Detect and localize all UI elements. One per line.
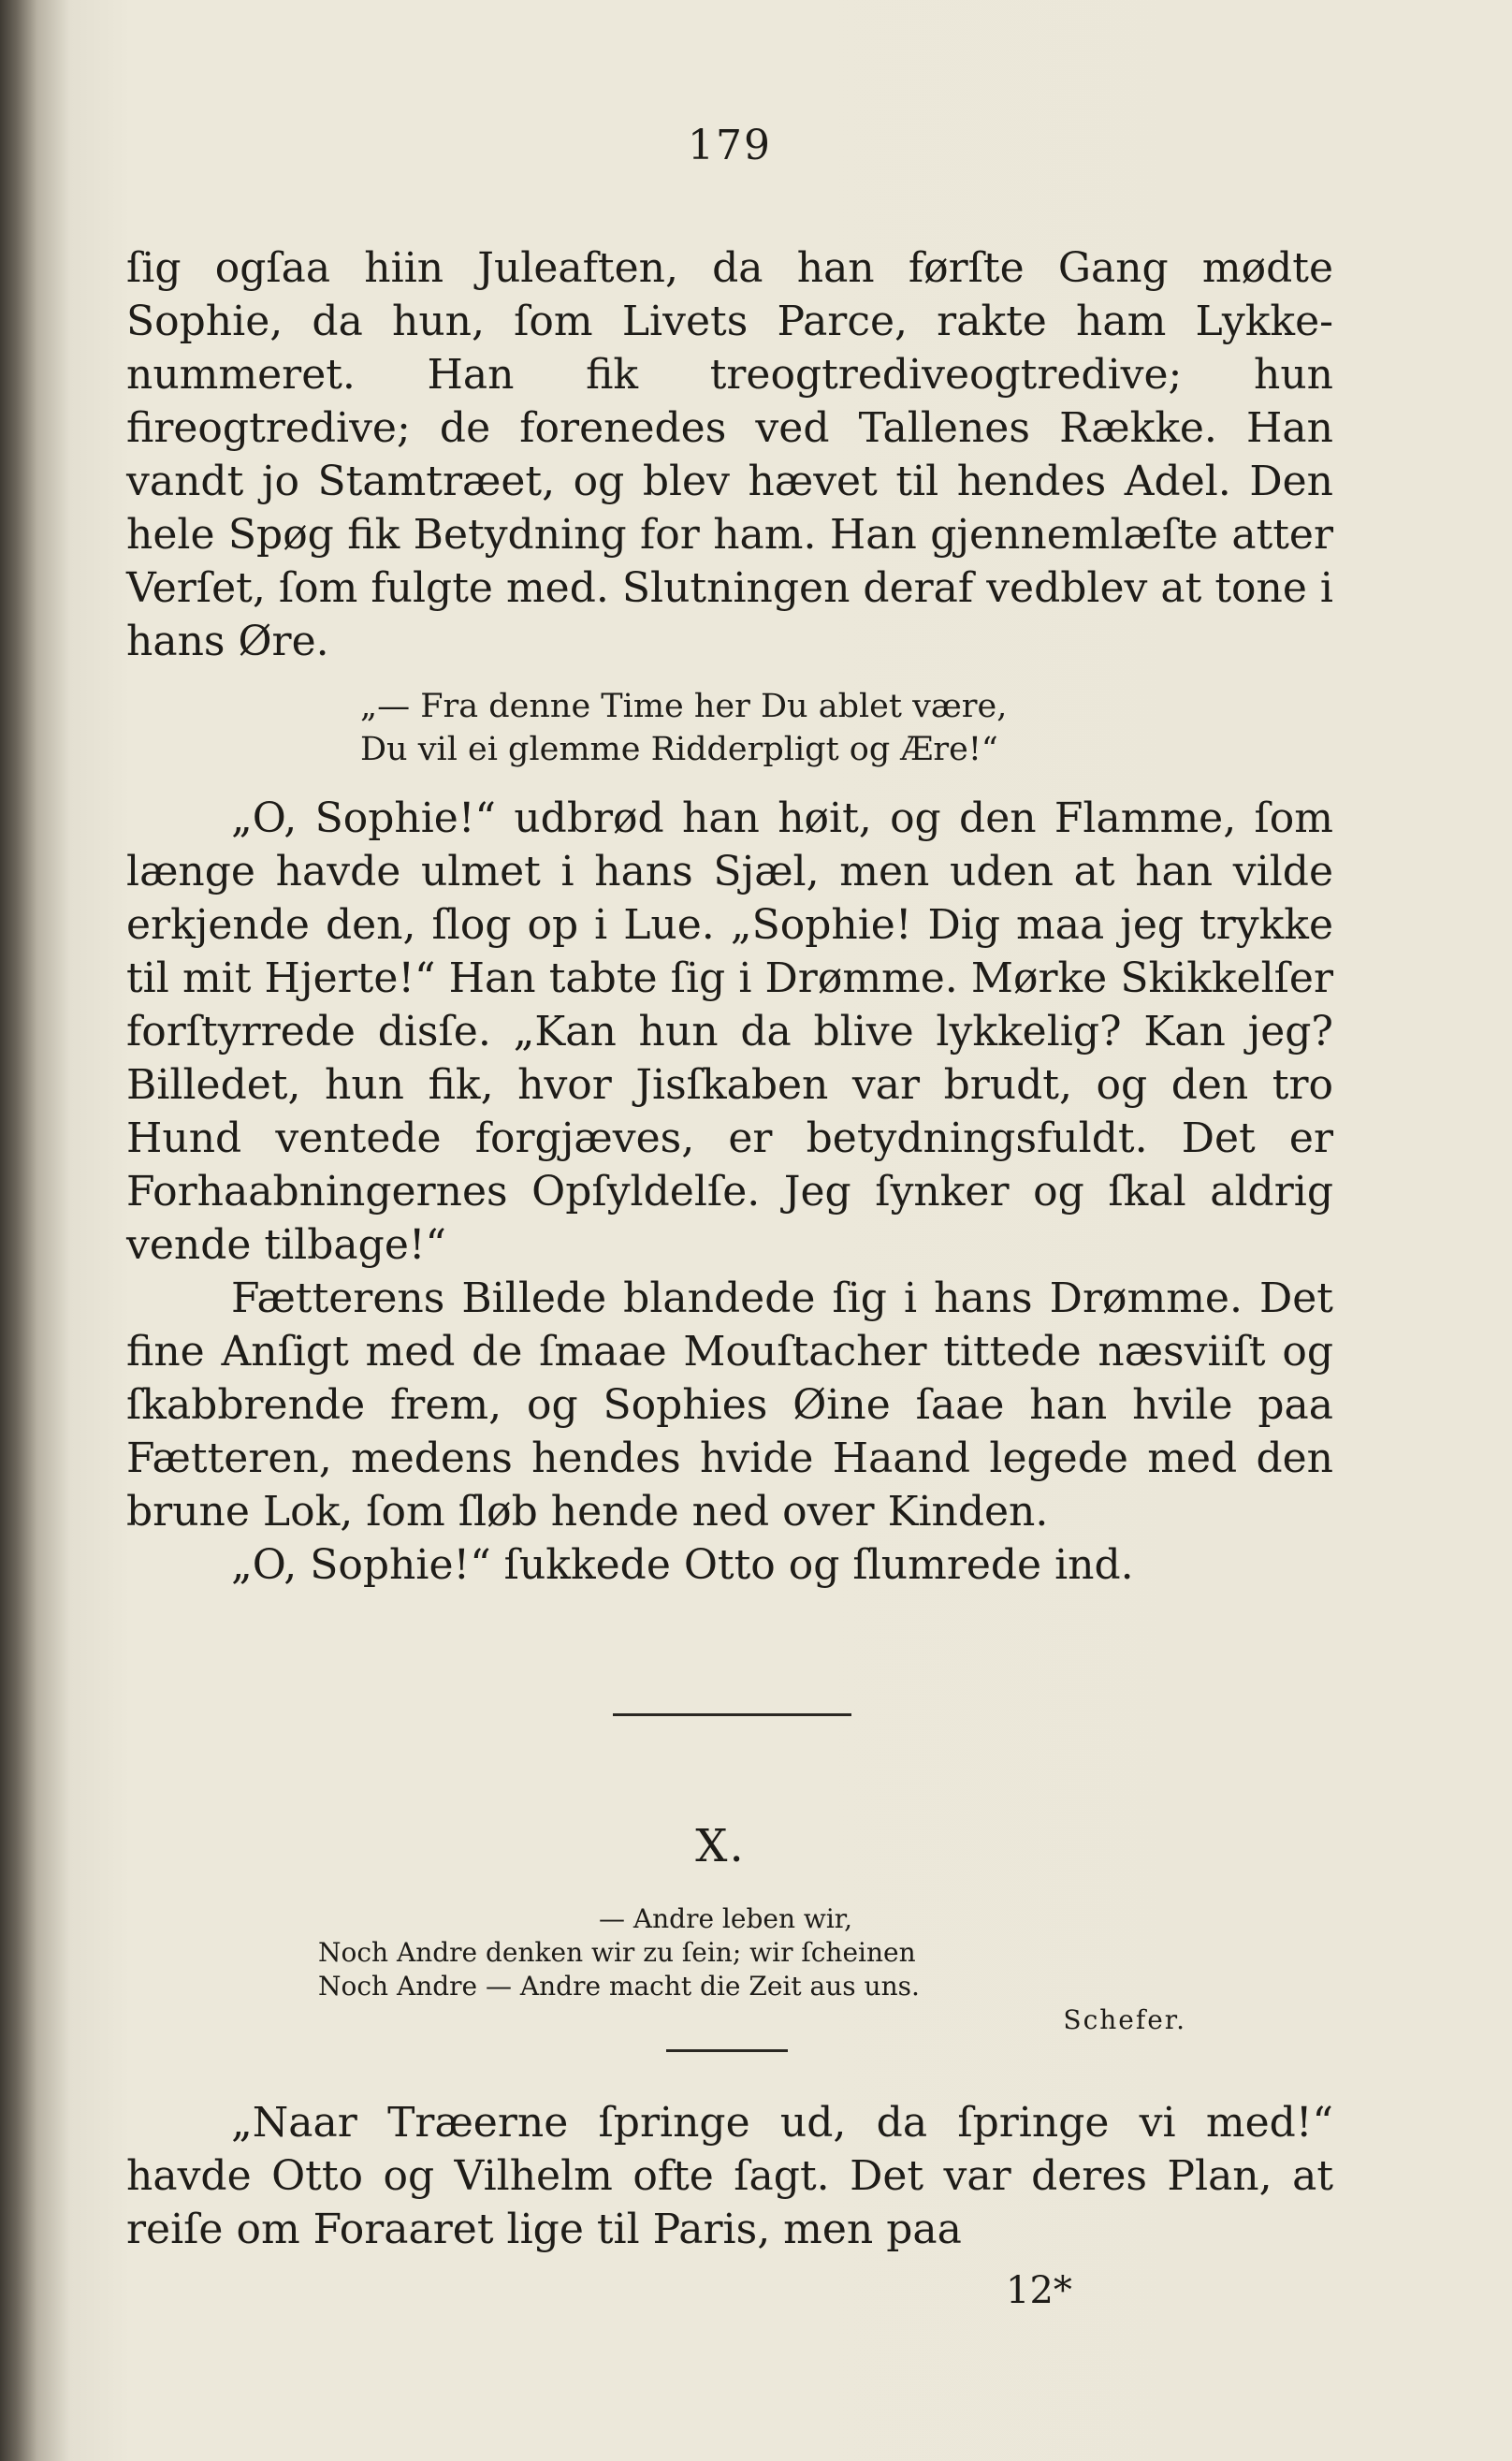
page-number: 179 [688,122,772,169]
paragraph: „O, Sophie!“ udbrød han høit, og den Flamme, ſom længe havde ulmet i hans Sjæl, men uden at han vilde erkjende den, ſlog op i Lue. „Sophie! Dig maa jeg trykke til mit Hjerte!“ Han tabte ſig i Drømme. Mørke Skikkelſer forſtyrrede disſe. „Kan hun da blive lykkelig? Kan jeg? Billedet, hun fik, hvor Jisſkaben var brudt, og den tro Hund ventede forgjæves, er betydningsfuldt. Det er Forhaabningernes Opſyldelſe. Jeg ſynker og ſkal aldrig vende tilbage!“ [126,794,1333,1269]
epigraph-attribution: Schefer. [1063,2004,1186,2035]
chapter-heading: X. [695,1820,746,1872]
epigraph-divider [666,2049,788,2052]
verse-line: „— Fra denne Time her Du ablet være, [360,688,1008,725]
paragraph: ſig ogſaa hiin Juleaften, da han førſte Gang mødte Sophie, da hun, ſom Livets Parce, rakte ham Lykke-nummeret. Han fik treogtrediveogtredive; hun fireogtredive; de forenedes ved Tallenes Række. Han vandt jo Stamtræet, og blev hævet til hendes Adel. Den hele Spøg fik Betydning for ham. Han gjennemlæſte atter Verſet, ſom fulgte med. Slutningen deraf vedblev at tone i hans Øre. [126,244,1333,665]
printer-signature-mark: 12* [1006,2269,1072,2312]
main-text-block [126,241,1333,1592]
paragraph: „Naar Træerne ſpringe ud, da ſpringe vi med!“ havde Otto og Vilhelm ofte ſagt. Det var deres Plan, at reiſe om Foraaret lige til Paris, men paa [126,2099,1333,2253]
chapter-text-block [126,2096,1333,2256]
epigraph-line: Noch Andre denken wir zu ſein; wir ſcheinen [318,1937,916,1968]
epigraph [318,1902,1198,2037]
paragraph: Fætterens Billede blandede ſig i hans Drømme. Det fine Anſigt med de ſmaae Mouſtacher tittede næsviiſt og ſkabbrende frem, og Sophies Øine ſaae han hvile paa Fætteren, medens hendes hvide Haand legede med den brune Lok, ſom ſløb hende ned over Kinden. [126,1274,1333,1536]
epigraph-line: Noch Andre — Andre macht die Zeit aus uns. [318,1971,920,2002]
paragraph: „O, Sophie!“ ſukkede Otto og ſlumrede ind. [231,1541,1134,1589]
section-divider [613,1713,851,1716]
verse-line: Du vil ei glemme Ridderpligt og Ære!“ [360,731,998,768]
epigraph-line: — Andre leben wir, [599,1903,853,1934]
verse-quote [360,685,1333,771]
